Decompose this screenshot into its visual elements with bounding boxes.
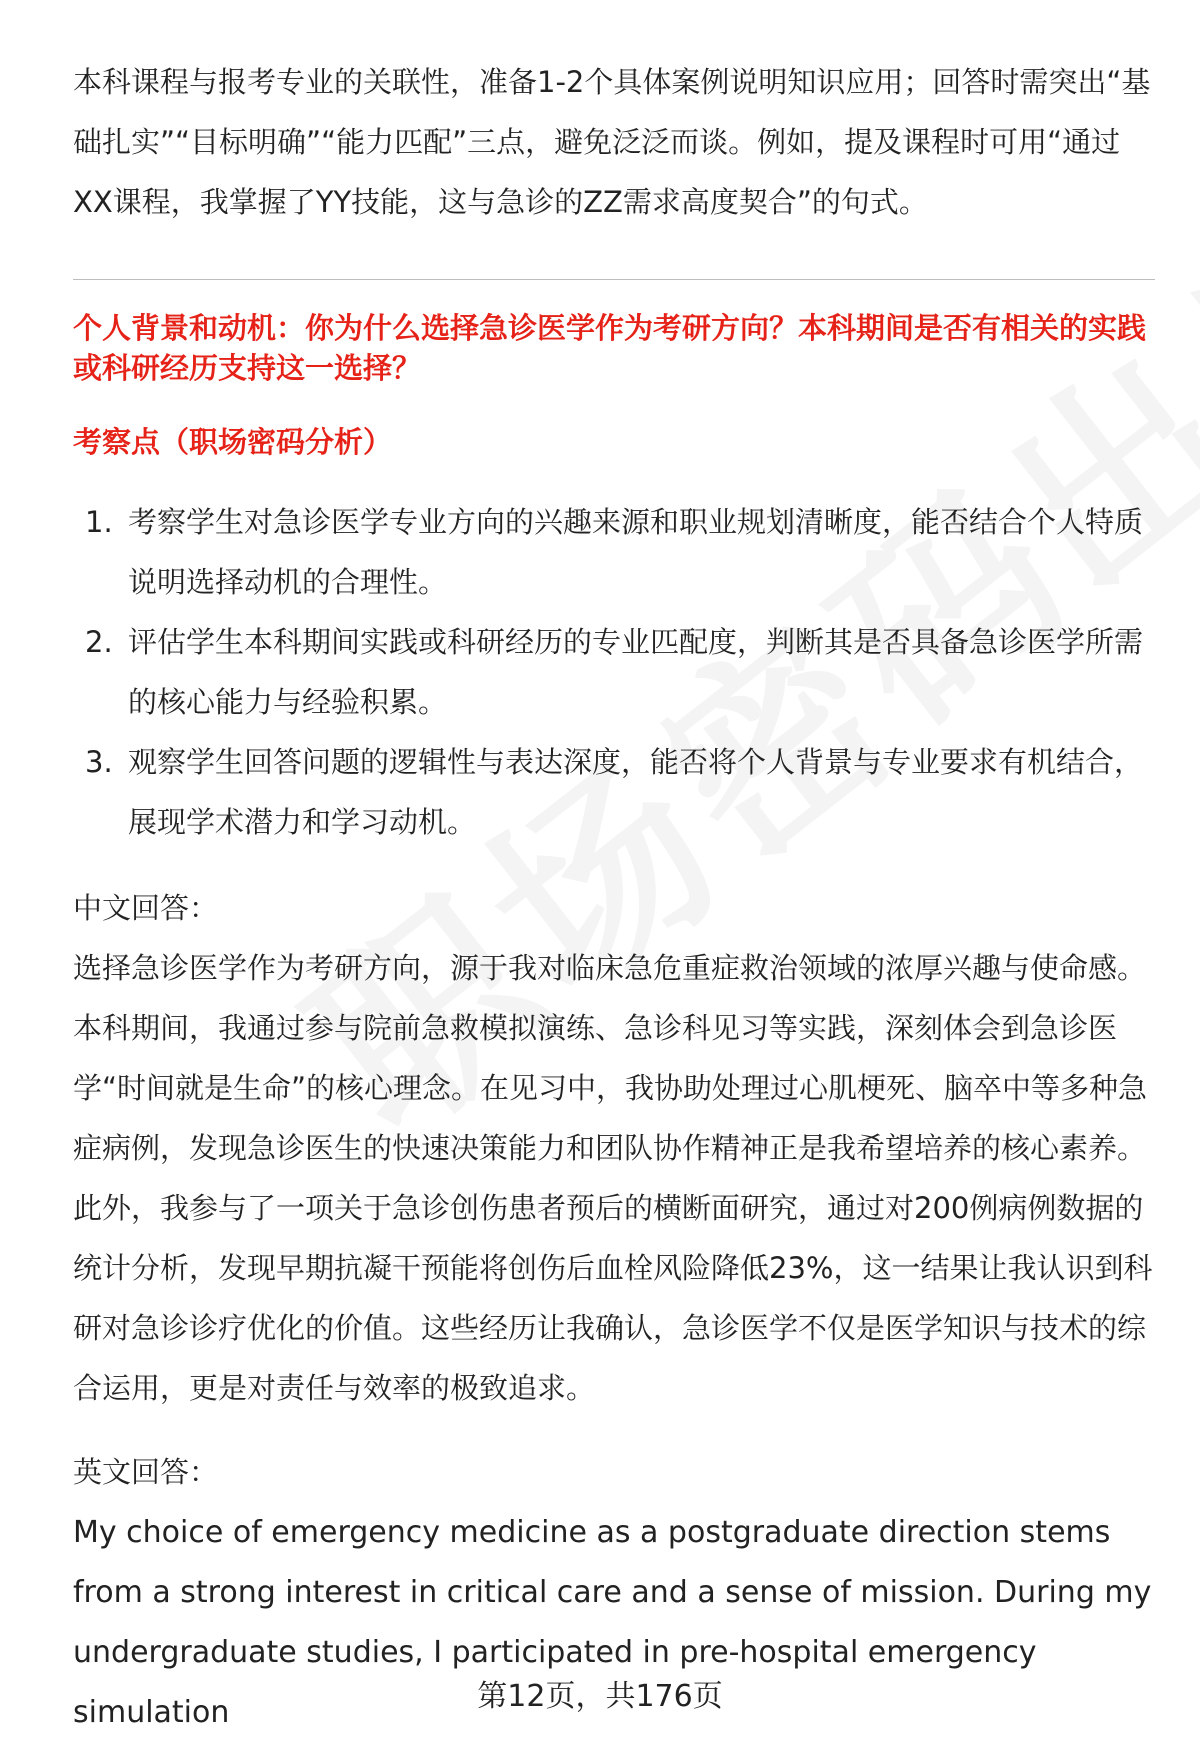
analysis-item-number: 2. <box>85 625 113 659</box>
analysis-item-text: 考察学生对急诊医学专业方向的兴趣来源和职业规划清晰度，能否结合个人特质说明选择动机的合理性。 <box>128 505 1144 599</box>
english-answer-label: 英文回答： <box>73 1455 219 1489</box>
english-answer: My choice of emergency medicine as a postgraduate direction stems from a strong interest in critical care and a sense of mission. During my undergraduate studies, I participated in pre-hospital emergency simulation <box>73 1515 1152 1730</box>
analysis-item-text: 评估学生本科期间实践或科研经历的专业匹配度，判断其是否具备急诊医学所需的核心能力与经验积累。 <box>128 625 1144 719</box>
analysis-item <box>73 612 1155 732</box>
analysis-title: 考察点（职场密码分析） <box>73 425 393 459</box>
analysis-item <box>73 492 1155 612</box>
page-footer: 第12页，共176页 <box>477 1679 723 1714</box>
section-divider <box>73 279 1155 280</box>
analysis-list <box>73 492 1155 852</box>
interview-question: 个人背景和动机：你为什么选择急诊医学作为考研方向？本科期间是否有相关的实践或科研经历支持这一选择？ <box>73 311 1147 385</box>
intro-paragraph: 本科课程与报考专业的关联性，准备1-2个具体案例说明知识应用；回答时需突出“基础扎实”“目标明确”“能力匹配”三点，避免泛泛而谈。例如，提及课程时可用“通过XX课程，我掌握了YY技能，这与急诊的ZZ需求高度契合”的句式。 <box>73 65 1151 219</box>
analysis-item <box>73 732 1155 852</box>
analysis-item-text: 观察学生回答问题的逻辑性与表达深度，能否将个人背景与专业要求有机结合，展现学术潜力和学习动机。 <box>128 745 1144 839</box>
analysis-item-number: 3. <box>85 745 113 779</box>
chinese-answer-label: 中文回答： <box>73 891 219 925</box>
chinese-answer: 选择急诊医学作为考研方向，源于我对临床急危重症救治领域的浓厚兴趣与使命感。本科期间，我通过参与院前急救模拟演练、急诊科见习等实践，深刻体会到急诊医学“时间就是生命”的核心理念。在见习中，我协助处理过心肌梗死、脑卒中等多种急症病例，发现急诊医生的快速决策能力和团队协作精神正是我希望培养的核心素养。此外，我参与了一项关于急诊创伤患者预后的横断面研究，通过对200例病例数据的统计分析，发现早期抗凝干预能将创伤后血栓风险降低23%，这一结果让我认识到科研对急诊诊疗优化的价值。这些经历让我确认，急诊医学不仅是医学知识与技术的综合运用，更是对责任与效率的极致追求。 <box>73 951 1153 1405</box>
analysis-item-number: 1. <box>85 505 113 539</box>
